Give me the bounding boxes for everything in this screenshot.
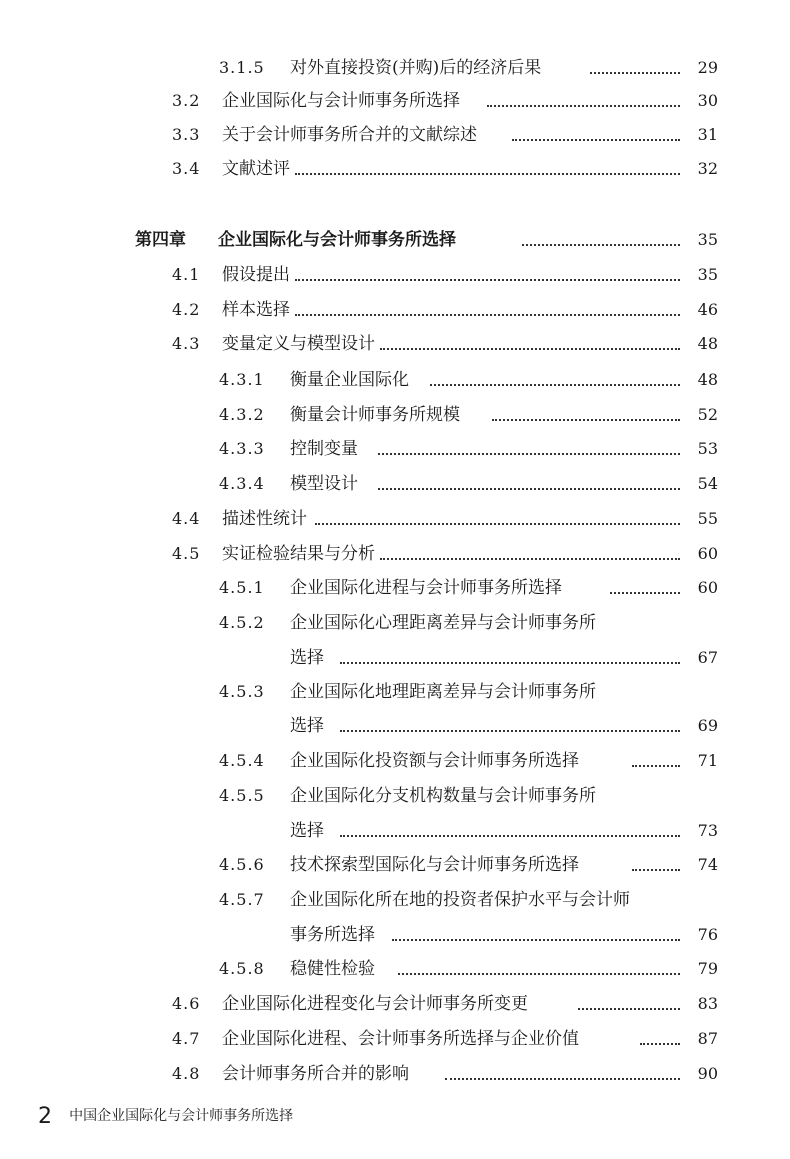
section-number: 3.4 bbox=[172, 159, 201, 178]
section-number: 4.5.2 bbox=[219, 613, 265, 632]
page-number: 52 bbox=[697, 405, 718, 424]
section-title: 变量定义与模型设计 bbox=[222, 334, 375, 354]
dot-leader bbox=[492, 399, 680, 421]
dot-leader bbox=[398, 953, 680, 975]
page-footer bbox=[38, 1104, 293, 1130]
page-number: 79 bbox=[697, 959, 718, 978]
section-title-continued: 事务所选择 bbox=[290, 925, 375, 945]
dot-leader bbox=[522, 224, 680, 246]
section-title: 衡量会计师事务所规模 bbox=[290, 405, 460, 425]
dot-leader bbox=[487, 85, 680, 107]
chapter-number: 第四章 bbox=[135, 230, 186, 250]
section-number: 4.5 bbox=[172, 544, 201, 563]
page-number: 87 bbox=[697, 1029, 718, 1048]
page-number: 69 bbox=[697, 716, 718, 735]
dot-leader bbox=[315, 503, 680, 525]
page-number: 53 bbox=[697, 439, 718, 458]
section-number: 4.6 bbox=[172, 994, 201, 1013]
page-number: 48 bbox=[697, 334, 718, 353]
page-number: 83 bbox=[697, 994, 718, 1013]
section-title: 假设提出 bbox=[222, 265, 290, 285]
section-number: 4.5.1 bbox=[219, 578, 265, 597]
dot-leader bbox=[512, 119, 680, 141]
page-number: 54 bbox=[697, 474, 718, 493]
section-number: 4.3 bbox=[172, 334, 201, 353]
dot-leader bbox=[378, 433, 680, 455]
dot-leader bbox=[430, 364, 680, 386]
section-number: 4.5.5 bbox=[219, 786, 265, 805]
page-number: 55 bbox=[697, 509, 718, 528]
section-number: 4.3.1 bbox=[219, 370, 265, 389]
section-number: 4.2 bbox=[172, 300, 201, 319]
section-number: 4.5.4 bbox=[219, 751, 265, 770]
section-title-continued: 选择 bbox=[290, 821, 324, 841]
footer-page-number: 2 bbox=[38, 1104, 52, 1129]
section-number: 4.5.6 bbox=[219, 855, 265, 874]
section-number: 4.8 bbox=[172, 1064, 201, 1083]
section-title: 模型设计 bbox=[290, 474, 358, 494]
page-number: 30 bbox=[697, 91, 718, 110]
section-title: 企业国际化投资额与会计师事务所选择 bbox=[290, 751, 579, 771]
section-number: 4.5.3 bbox=[219, 682, 265, 701]
section-number: 4.5.8 bbox=[219, 959, 265, 978]
page-number: 90 bbox=[697, 1064, 718, 1083]
page-number: 74 bbox=[697, 855, 718, 874]
section-title-continued: 选择 bbox=[290, 648, 324, 668]
section-title: 描述性统计 bbox=[222, 509, 307, 529]
page-number: 67 bbox=[697, 648, 718, 667]
dot-leader bbox=[590, 52, 680, 74]
page-number: 31 bbox=[697, 125, 718, 144]
dot-leader bbox=[578, 988, 680, 1010]
dot-leader bbox=[295, 294, 680, 316]
dot-leader bbox=[295, 153, 680, 175]
section-number: 3.3 bbox=[172, 125, 201, 144]
section-number: 4.3.3 bbox=[219, 439, 265, 458]
section-number: 4.4 bbox=[172, 509, 201, 528]
section-title: 会计师事务所合并的影响 bbox=[222, 1064, 409, 1084]
footer-book-title: 中国企业国际化与会计师事务所选择 bbox=[69, 1108, 294, 1124]
dot-leader bbox=[380, 538, 680, 560]
section-number: 4.3.4 bbox=[219, 474, 265, 493]
section-title: 关于会计师事务所合并的文献综述 bbox=[222, 125, 477, 145]
page-number: 60 bbox=[697, 544, 718, 563]
section-number: 4.7 bbox=[172, 1029, 201, 1048]
page-number: 29 bbox=[697, 58, 718, 77]
dot-leader bbox=[340, 710, 680, 732]
page-number: 71 bbox=[697, 751, 718, 770]
page-number: 32 bbox=[697, 159, 718, 178]
section-title: 样本选择 bbox=[222, 300, 290, 320]
dot-leader bbox=[340, 815, 680, 837]
section-title: 企业国际化地理距离差异与会计师事务所 bbox=[290, 682, 596, 702]
section-title: 控制变量 bbox=[290, 439, 358, 459]
section-number: 4.5.7 bbox=[219, 890, 265, 909]
dot-leader bbox=[295, 259, 680, 281]
section-title: 企业国际化分支机构数量与会计师事务所 bbox=[290, 786, 596, 806]
dot-leader bbox=[610, 572, 680, 594]
section-title: 衡量企业国际化 bbox=[290, 370, 409, 390]
dot-leader bbox=[640, 1023, 680, 1045]
section-title: 企业国际化进程、会计师事务所选择与企业价值 bbox=[222, 1029, 579, 1049]
page-number: 46 bbox=[697, 300, 718, 319]
section-number: 4.3.2 bbox=[219, 405, 265, 424]
section-title: 企业国际化与会计师事务所选择 bbox=[222, 91, 460, 111]
dot-leader bbox=[632, 849, 680, 871]
page-number: 35 bbox=[697, 230, 718, 249]
section-title: 实证检验结果与分析 bbox=[222, 544, 375, 564]
page-number: 76 bbox=[697, 925, 718, 944]
dot-leader bbox=[378, 468, 680, 490]
section-title: 文献述评 bbox=[222, 159, 290, 179]
dot-leader bbox=[340, 642, 680, 664]
section-title: 技术探索型国际化与会计师事务所选择 bbox=[290, 855, 579, 875]
section-title: 企业国际化进程与会计师事务所选择 bbox=[290, 578, 562, 598]
section-title-continued: 选择 bbox=[290, 716, 324, 736]
page-number: 73 bbox=[697, 821, 718, 840]
section-title: 稳健性检验 bbox=[290, 959, 375, 979]
chapter-title: 企业国际化与会计师事务所选择 bbox=[218, 230, 456, 250]
section-number: 4.1 bbox=[172, 265, 201, 284]
section-number: 3.2 bbox=[172, 91, 201, 110]
dot-leader bbox=[445, 1058, 680, 1080]
page-number: 48 bbox=[697, 370, 718, 389]
page-number: 35 bbox=[697, 265, 718, 284]
dot-leader bbox=[392, 919, 680, 941]
section-title: 企业国际化所在地的投资者保护水平与会计师 bbox=[290, 890, 630, 910]
dot-leader bbox=[380, 328, 680, 350]
section-title: 企业国际化心理距离差异与会计师事务所 bbox=[290, 613, 596, 633]
dot-leader bbox=[632, 745, 680, 767]
section-title: 对外直接投资(并购)后的经济后果 bbox=[290, 58, 542, 78]
page-number: 60 bbox=[697, 578, 718, 597]
section-number: 3.1.5 bbox=[219, 58, 265, 77]
section-title: 企业国际化进程变化与会计师事务所变更 bbox=[222, 994, 528, 1014]
